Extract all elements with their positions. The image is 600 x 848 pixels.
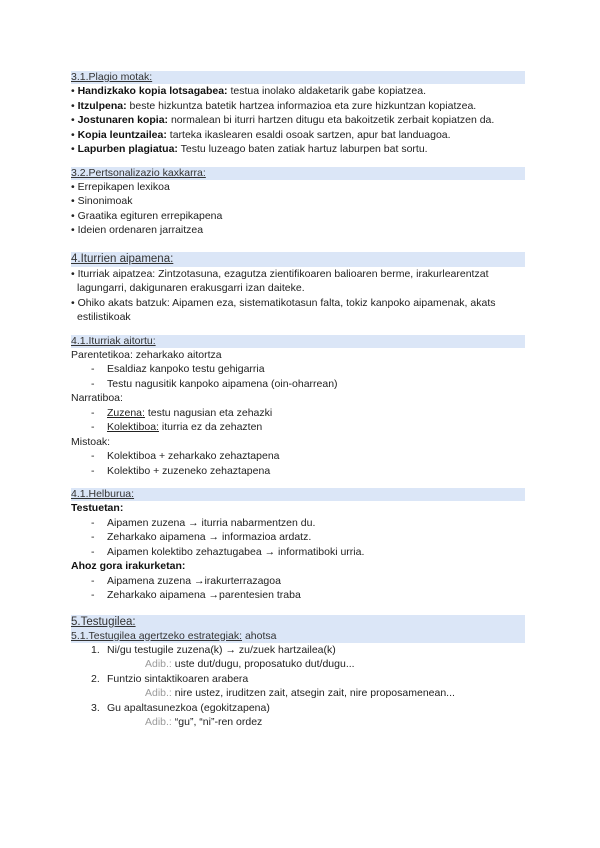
document-page <box>71 71 525 730</box>
list-item: - Aipamena zuzena →irakurterrazagoa <box>91 574 281 587</box>
list-item: • Sinonimoak <box>71 194 525 209</box>
subheading: Testuetan: <box>71 502 124 514</box>
category-label: Mistoak: <box>71 435 111 448</box>
list-item: • Errepikapen lexikoa <box>71 180 525 195</box>
list-item: - Aipamen kolektibo zehaztugabea → informatiboki urria. <box>91 545 365 558</box>
list-item: - Esaldiaz kanpoko testu gehigarria <box>91 363 265 375</box>
list-item: • Ohiko akats batzuk: Aipamen eza, sistematikotasun falta, tokiz kanpoko aipamenak, akats estilistikoak <box>71 296 525 325</box>
example-line: Adib.: uste dut/dugu, proposatuko dut/dugu... <box>145 658 355 670</box>
section-header-helburua: 4.1.Helburua: <box>71 488 525 501</box>
list-item: - Testu nagusitik kanpoko aipamena (oin-oharrean) <box>91 377 338 390</box>
list-item: • Iturriak aipatzea: Zintzotasuna, ezagutza zientifikoaren balioaren berme, irakurlearentzat lagungarri, dakigunaren erakusgarri izan daiteke. <box>71 267 525 296</box>
list-item: - Kolektiboa + zeharkako zehaztapena <box>91 450 280 462</box>
category-label: Parentetikoa: zeharkako aitortza <box>71 348 222 361</box>
list-item: - Kolektiboa: iturria ez da zehazten <box>91 421 263 433</box>
list-item: - Zeharkako aipamena →parentesien traba <box>91 589 301 601</box>
list-item: - Kolektibo + zuzeneko zehaztapena <box>91 464 271 477</box>
example-line: Adib.: nire ustez, iruditzen zait, atsegin zait, nire proposamenean... <box>145 687 455 699</box>
list-item: • Jostunaren kopia: normalean bi iturri hartzen ditugu eta bakoitzetik zerbait kopiatzen da. <box>71 113 525 128</box>
list-item: • Itzulpena: beste hizkuntza batetik hartzea informazioa eta zure hizkuntzan kopiatzea. <box>71 99 525 114</box>
numbered-item: 3. Gu apaltasunezkoa (egokitzapena) <box>91 701 270 714</box>
list-item: • Lapurben plagiatua: Testu luzeago baten zatiak hartuz laburpen bat sortu. <box>71 142 525 157</box>
section-header-iturrien-aipamena: 4.Iturrien aipamena: <box>71 252 525 267</box>
numbered-item: 1. Ni/gu testugile zuzena(k) → zu/zuek hartzailea(k) <box>91 643 336 656</box>
section-header-plagio-motak: 3.1.Plagio motak: <box>71 71 525 84</box>
list-item: - Zeharkako aipamena → informazioa ardatz. <box>91 531 312 543</box>
example-line: Adib.: “gu”, “ni”-ren ordez <box>145 716 263 728</box>
list-item: - Zuzena: testu nagusian eta zehazki <box>91 406 273 419</box>
list-item: • Kopia leuntzailea: tarteka ikaslearen esaldi osoak sartzen, apur bat landuagoa. <box>71 128 525 143</box>
section-header-pertsonalizazio: 3.2.Pertsonalizazio kaxkarra: <box>71 167 525 180</box>
numbered-item: 2. Funtzio sintaktikoaren arabera <box>91 672 249 685</box>
list-item: • Graatika egituren errepikapena <box>71 209 525 224</box>
subsection-header-estrategiak: 5.1.Testugilea agertzeko estrategiak: ahotsa <box>71 630 525 643</box>
subheading: Ahoz gora irakurketan: <box>71 560 186 572</box>
section-header-iturriak-aitortu: 4.1.Iturriak aitortu: <box>71 335 525 348</box>
list-item: • Ideien ordenaren jarraitzea <box>71 223 525 238</box>
list-item: • Handizkako kopia lotsagabea: testua inolako aldaketarik gabe kopiatzea. <box>71 84 525 99</box>
category-label: Narratiboa: <box>71 392 123 404</box>
section-header-testugilea: 5.Testugilea: <box>71 615 525 630</box>
list-item: - Aipamen zuzena → iturria nabarmentzen du. <box>91 516 316 529</box>
